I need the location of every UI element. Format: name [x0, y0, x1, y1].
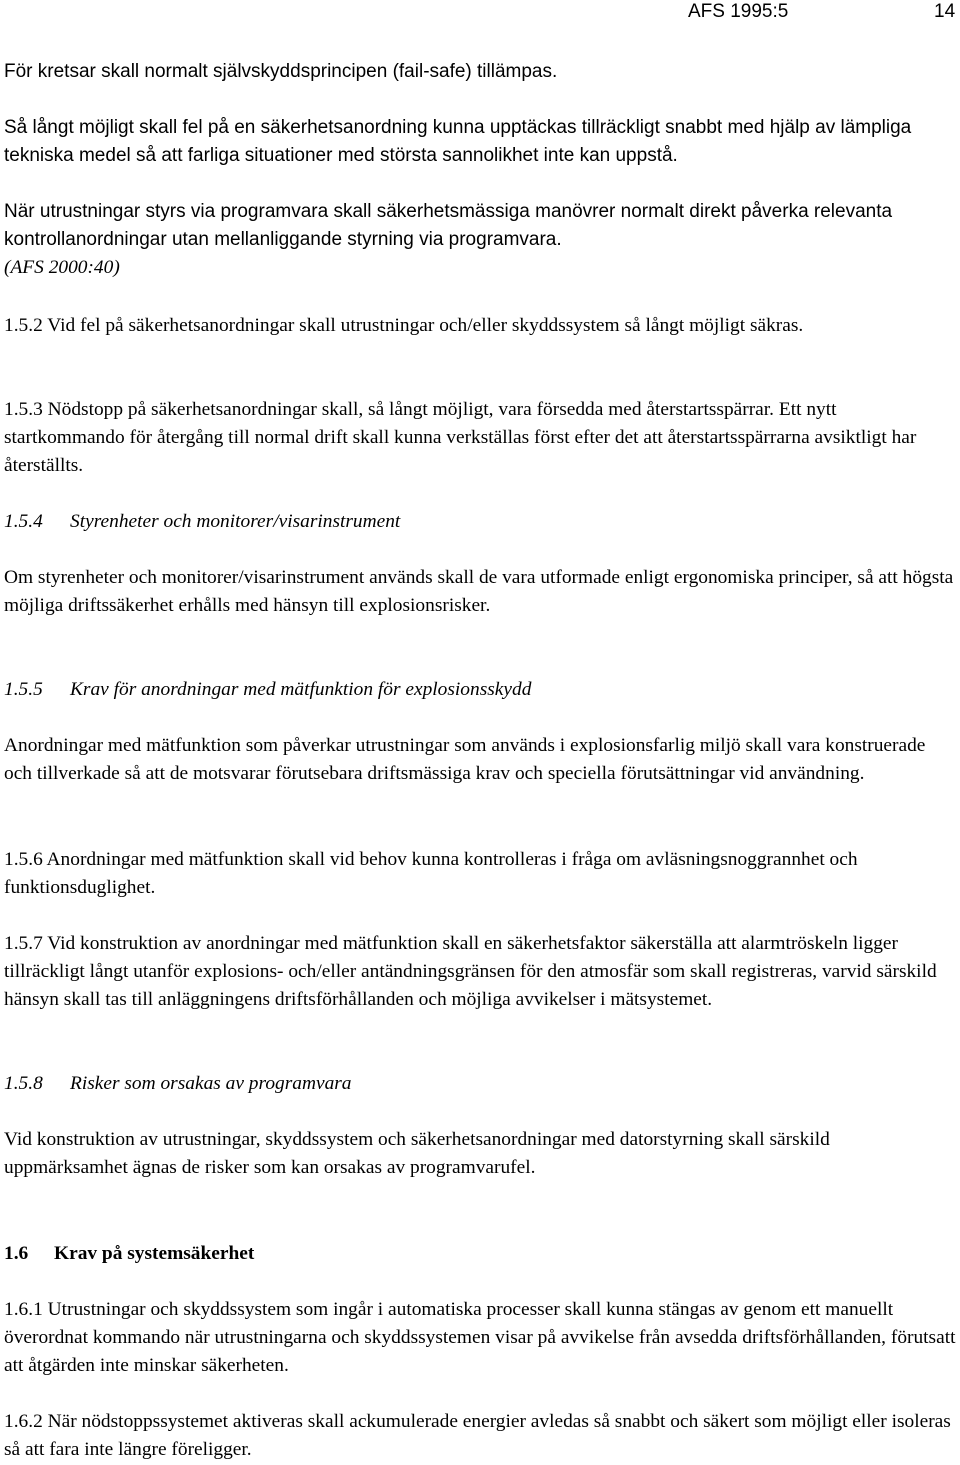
heading-number: 1.5.5: [4, 679, 43, 700]
paragraph-1-5-5: Anordningar med mätfunktion som påverkar utrustningar som används i explosionsfarlig miljö skall vara konstruerade och tillverkade så att de motsvarar förutsebara driftsmässiga krav och speciella förutsättningar vid användning.: [4, 735, 926, 784]
heading-title: Risker som orsakas av programvara: [70, 1073, 352, 1094]
heading-title: Krav för anordningar med mätfunktion för explosionsskydd: [70, 679, 532, 700]
section-1-5-2: 1.5.2 Vid fel på säkerhetsanordningar skall utrustningar och/eller skyddssystem så långt möjligt säkras.: [4, 315, 804, 336]
software-control-text: När utrustningar styrs via programvara skall säkerhetsmässiga manövrer normalt direkt påverka relevanta kontrollanordningar utan mellanliggande styrning via programvara.: [4, 201, 893, 250]
software-control-reference: (AFS 2000:40): [4, 257, 120, 278]
heading-1-5-5: [4, 676, 956, 704]
paragraph-fail-safe: För kretsar skall normalt självskyddsprincipen (fail-safe) tillämpas.: [4, 61, 558, 82]
section-1-6-2: 1.6.2 När nödstoppssystemet aktiveras skall ackumulerade energier avledas så snabbt och säkert som möjligt eller isoleras så att fara inte längre föreligger.: [4, 1411, 951, 1460]
heading-number: 1.5.4: [4, 511, 43, 532]
paragraph-software-control: [4, 198, 956, 282]
section-1-5-6: 1.5.6 Anordningar med mätfunktion skall vid behov kunna kontrolleras i fråga om avläsningsnoggrannhet och funktionsduglighet.: [4, 849, 858, 898]
heading-title: Styrenheter och monitorer/visarinstrument: [70, 511, 401, 532]
heading-1-6: [4, 1240, 956, 1268]
heading-title: Krav på systemsäkerhet: [54, 1243, 255, 1264]
section-1-5-7: 1.5.7 Vid konstruktion av anordningar med mätfunktion skall en säkerhetsfaktor säkerställa att alarmtröskeln ligger tillräckligt långt utanför explosions- och/eller antändningsgränsen för den atmosfär som skall registreras, varvid särskild hänsyn skall tas till anläggningens driftsförhållanden och möjliga avvikelser i mätsystemet.: [4, 933, 937, 1010]
section-1-6-1: 1.6.1 Utrustningar och skyddssystem som ingår i automatiska processer skall kunna stängas av genom ett manuellt överordnat kommando när utrustningarna och skyddssystemen visar på avvikelse från avsedda driftsförhållanden, förutsatt att åtgärden inte minskar säkerheten.: [4, 1299, 956, 1376]
heading-number: 1.5.8: [4, 1073, 43, 1094]
page-number: 14: [934, 1, 956, 22]
heading-1-5-4: [4, 508, 956, 536]
section-1-5-3: 1.5.3 Nödstopp på säkerhetsanordningar skall, så långt möjligt, vara försedda med återstartsspärrar. Ett nytt startkommando för återgång till normal drift skall kunna verkställas först efter det att återstartsspärrarna avsiktligt har återställts.: [4, 399, 917, 476]
paragraph-1-5-4: Om styrenheter och monitorer/visarinstrument används skall de vara utformade enligt ergonomiska principer, så att högsta möjliga driftssäkerhet erhålls med hänsyn till explosionsrisker.: [4, 567, 954, 616]
paragraph-fault-detection: Så långt möjligt skall fel på en säkerhetsanordning kunna upptäckas tillräckligt snabbt med hjälp av lämpliga tekniska medel så att farliga situationer med största sannolikhet inte kan uppstå.: [4, 117, 912, 166]
document-code: AFS 1995:5: [688, 1, 789, 22]
paragraph-1-5-8: Vid konstruktion av utrustningar, skyddssystem och säkerhetsanordningar med datorstyrning skall särskild uppmärksamhet ägnas de risker som kan orsakas av programvarufel.: [4, 1129, 830, 1178]
heading-number: 1.6: [4, 1243, 29, 1264]
heading-1-5-8: [4, 1070, 956, 1098]
